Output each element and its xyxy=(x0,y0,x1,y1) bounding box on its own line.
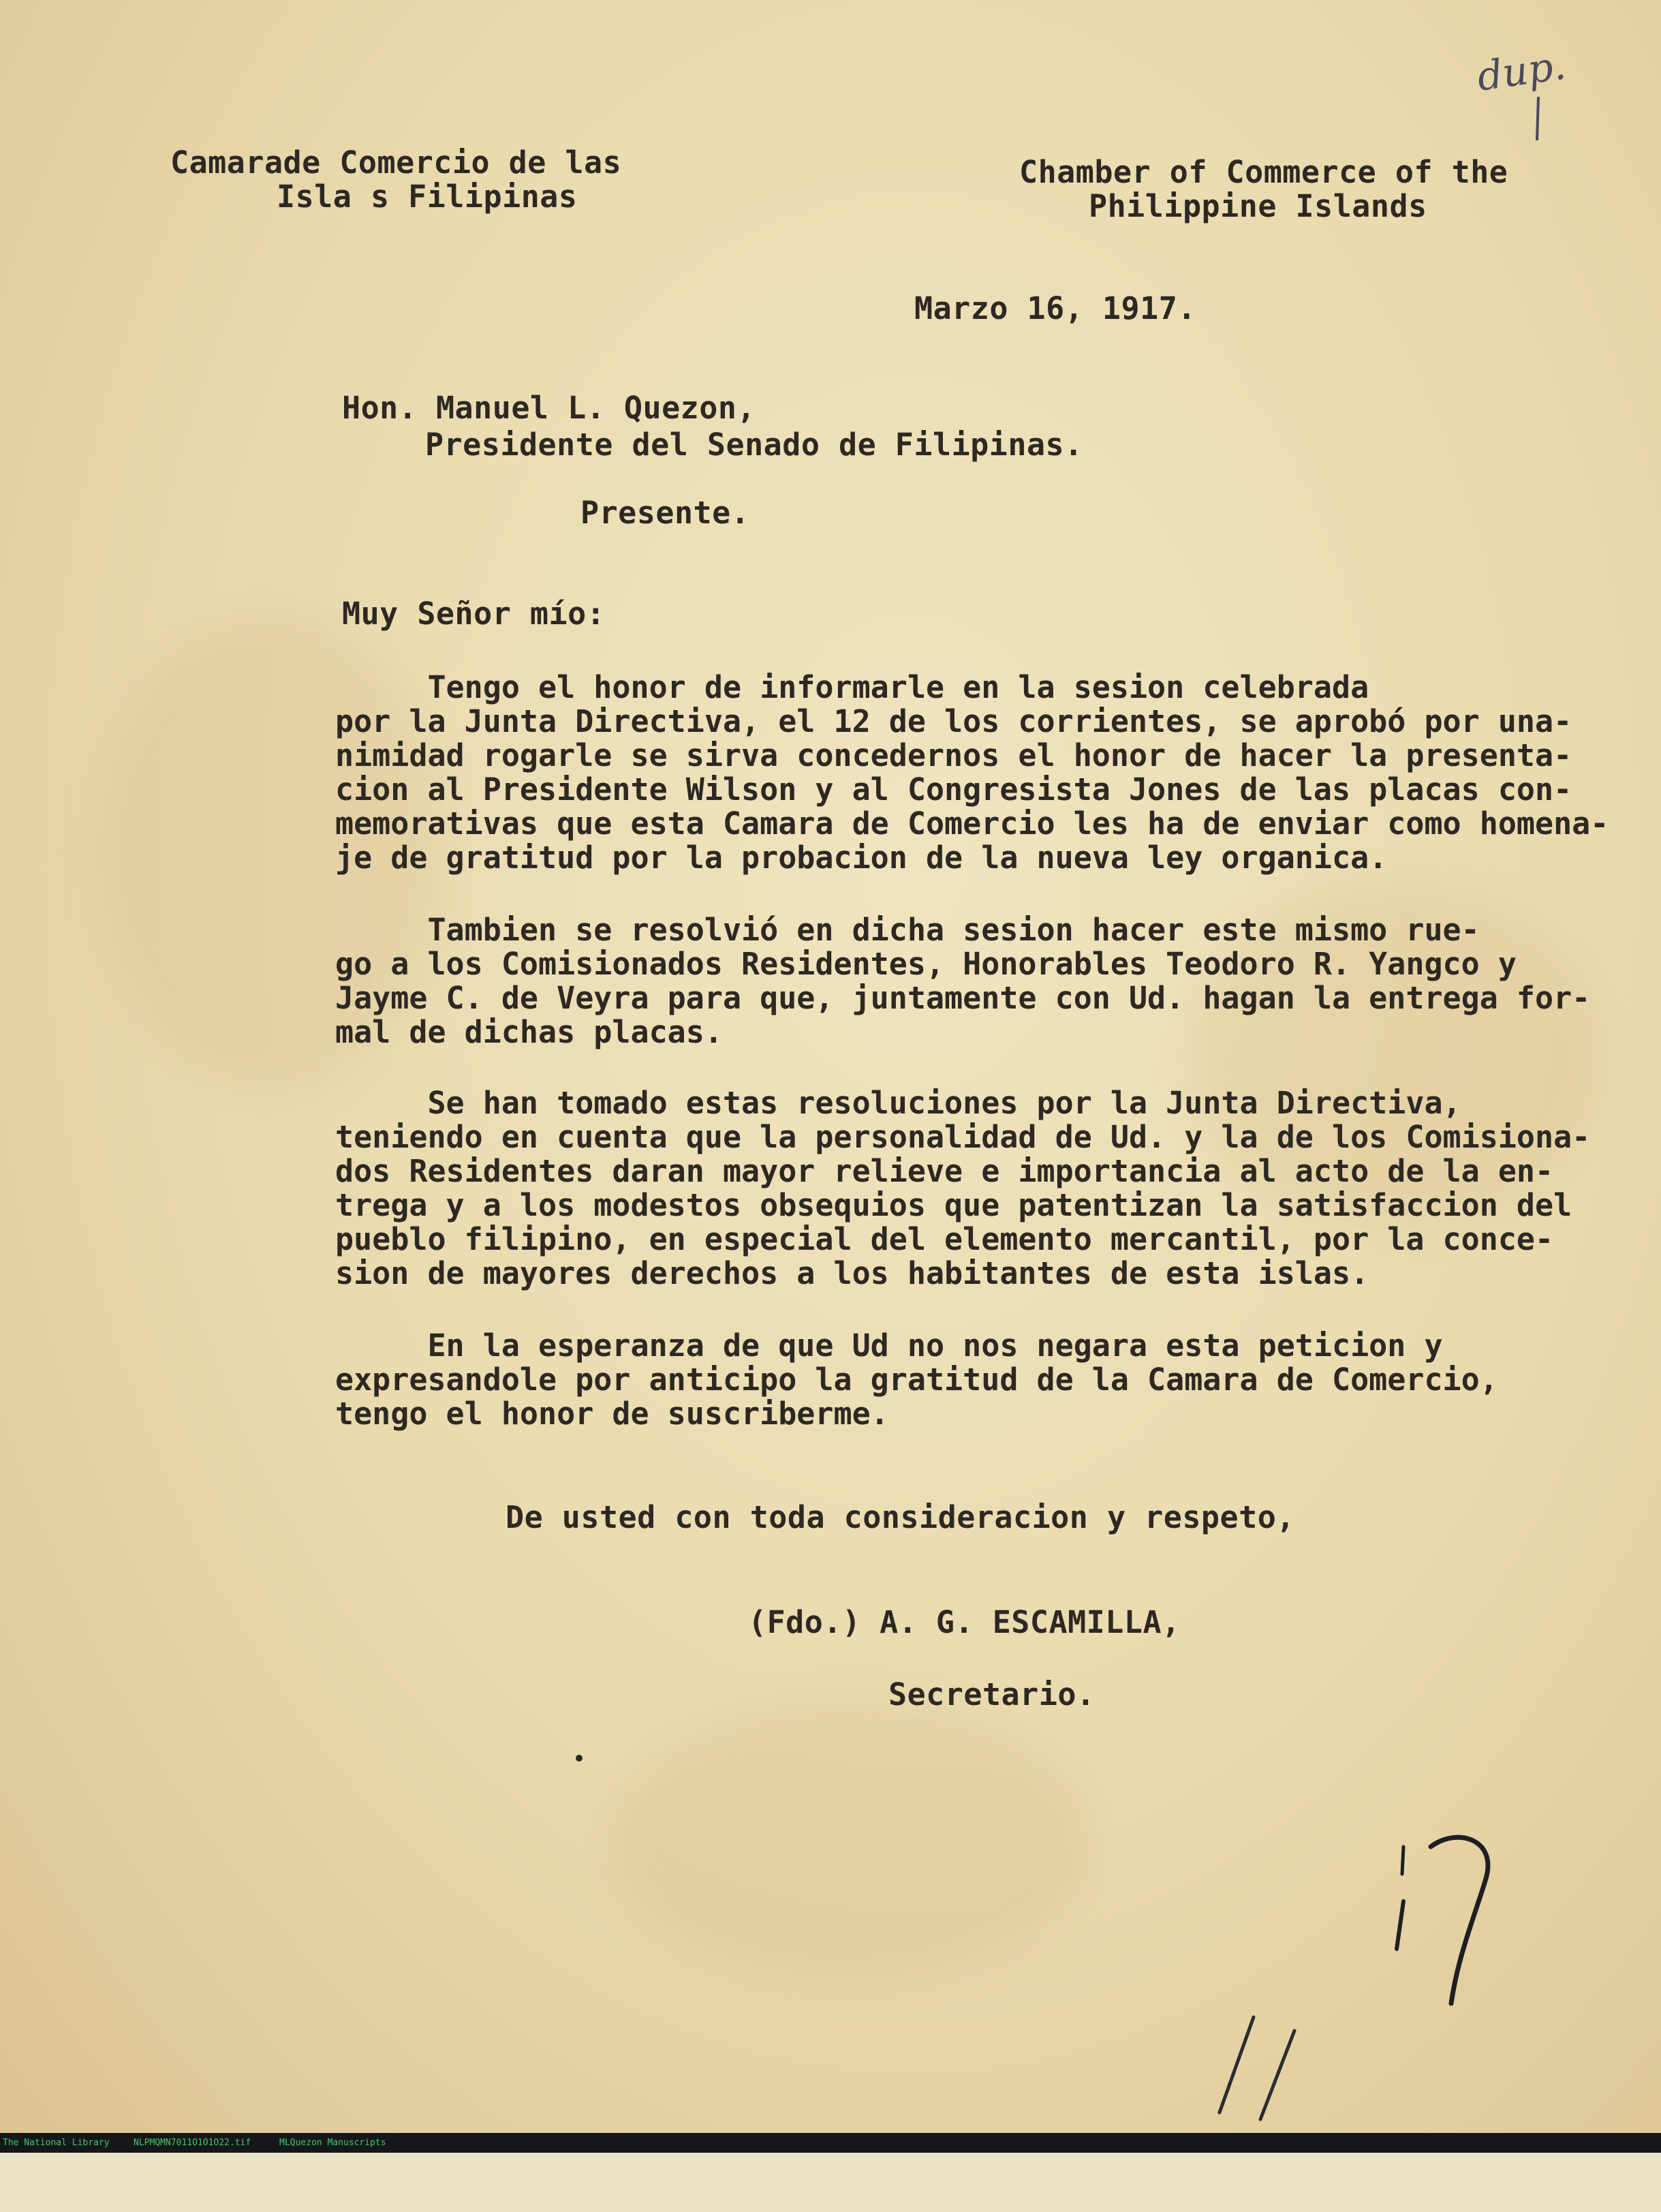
body-paragraph-2 xyxy=(335,912,1591,1050)
signer-title: Secretario. xyxy=(888,1676,1096,1712)
paragraph-line: teniendo en cuenta que la personalidad de Ud. y la de los Comisiona- xyxy=(335,1119,1591,1155)
footer-collection: MLQuezon Manuscripts xyxy=(279,2138,386,2148)
paragraph-line: trega y a los modestos obsequios que patentizan la satisfaccion del xyxy=(335,1187,1572,1223)
letterhead-english-line1: Chamber of Commerce of the xyxy=(1019,154,1508,190)
paragraph-line: pueblo filipino, en especial del elemento mercantil, por la conce- xyxy=(335,1221,1554,1257)
signature-line: (Fdo.) A. G. ESCAMILLA, xyxy=(748,1604,1181,1640)
paragraph-line: por la Junta Directiva, el 12 de los corrientes, se aprobó por una- xyxy=(335,703,1572,739)
paragraph-line: Jayme C. de Veyra para que, juntamente con Ud. hagan la entrega for- xyxy=(335,980,1591,1016)
addressee-line1: Hon. Manuel L. Quezon, xyxy=(342,390,756,426)
paragraph-line: je de gratitud por la probacion de la nueva ley organica. xyxy=(335,840,1388,876)
paper-stain xyxy=(613,1704,1090,1976)
paragraph-line: expresandole por anticipo la gratitud de la Camara de Comercio, xyxy=(335,1362,1498,1398)
salutation: Muy Señor mío: xyxy=(342,596,606,632)
body-paragraph-3 xyxy=(335,1085,1591,1291)
handwritten-dup-note: dup. xyxy=(1474,42,1569,100)
paragraph-line: cion al Presidente Wilson y al Congresista Jones de las placas con- xyxy=(335,771,1572,808)
footer-filename: NLPMQMN7011O1O1O22.tif xyxy=(134,2138,251,2148)
addressee-line2: Presidente del Senado de Filipinas. xyxy=(425,427,1083,463)
paragraph-line: memorativas que esta Camara de Comercio les ha de enviar como homena- xyxy=(335,805,1609,842)
footer-library: The National Library xyxy=(3,2138,110,2148)
paragraph-line: En la esperanza de que Ud no nos negara esta peticion y xyxy=(335,1327,1443,1364)
paragraph-line: nimidad rogarle se sirva concedernos el honor de hacer la presenta- xyxy=(335,737,1572,773)
paragraph-line: go a los Comisionados Residentes, Honorables Teodoro R. Yangco y xyxy=(335,946,1517,982)
handwritten-marks xyxy=(1117,1826,1526,2133)
archive-footer xyxy=(0,2133,1661,2153)
letterhead-spanish-line2: Isla s Filipinas xyxy=(277,179,578,215)
closing-line: De usted con toda consideracion y respeto, xyxy=(506,1499,1295,1535)
paragraph-line: dos Residentes daran mayor relieve e importancia al acto de la en- xyxy=(335,1153,1554,1189)
letterhead-spanish-line1: Camarade Comercio de las xyxy=(170,144,622,181)
body-paragraph-4 xyxy=(335,1329,1548,1431)
letterhead-english-line2: Philippine Islands xyxy=(1089,188,1427,224)
handwritten-stroke xyxy=(1532,95,1545,143)
ink-dot xyxy=(572,1751,586,1765)
body-paragraph-1 xyxy=(335,669,1609,876)
paragraph-line: sion de mayores derechos a los habitantes de esta islas. xyxy=(335,1255,1369,1291)
letter-date: Marzo 16, 1917. xyxy=(914,290,1196,326)
paragraph-line: Se han tomado estas resoluciones por la Junta Directiva, xyxy=(335,1085,1461,1121)
paragraph-line: Tambien se resolvió en dicha sesion hacer este mismo rue- xyxy=(335,912,1480,948)
paragraph-line: tengo el honor de suscriberme. xyxy=(335,1396,889,1432)
paragraph-line: Tengo el honor de informarle en la sesion celebrada xyxy=(335,669,1369,705)
addressee-presente: Presente. xyxy=(580,495,750,531)
paragraph-line: mal de dichas placas. xyxy=(335,1014,723,1050)
